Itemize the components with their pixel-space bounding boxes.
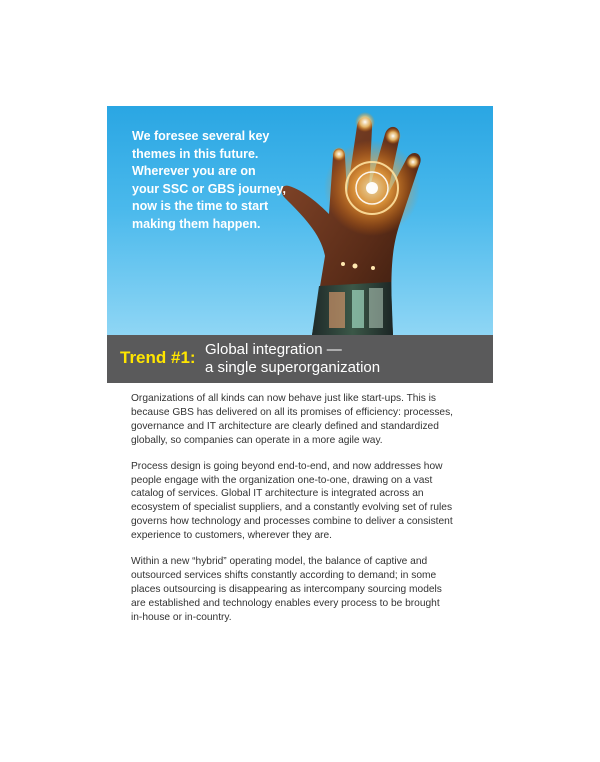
paragraph-line: places outsourcing is disappearing as intercompany sourcing models — [131, 583, 442, 595]
paragraph-line: ecosystem of specialist suppliers, and a constantly evolving set of rules — [131, 502, 453, 514]
hero-headline-line: themes in this future. — [132, 146, 259, 161]
paragraph — [131, 392, 471, 448]
paragraph-line: catalog of services. Global IT architecture is integrated across an — [131, 488, 424, 500]
hero-headline-line: making them happen. — [132, 216, 261, 231]
paragraph-line: are established and technology enables every process to be brought — [131, 597, 440, 609]
paragraph-line: Organizations of all kinds can now behave just like start-ups. This is — [131, 393, 437, 404]
trend-title — [205, 341, 380, 377]
paragraph-line: in-house or in-country. — [131, 611, 232, 623]
hero-headline-line: We foresee several key — [132, 129, 270, 143]
trend-title-line: Global integration — — [205, 341, 342, 358]
hero-image — [107, 106, 493, 335]
trend-label: Trend #1: — [120, 348, 196, 367]
hero-headline-line: now is the time to start — [132, 199, 269, 213]
trend-banner — [107, 335, 493, 383]
paragraph-line: because GBS has delivered on all its promises of efficiency: processes, — [131, 406, 454, 418]
hero-headline-line: Wherever you are on — [132, 164, 256, 178]
hero-headline-line: your SSC or GBS journey, — [132, 181, 286, 196]
paragraph-line: experience to customers, wherever they are. — [131, 530, 333, 542]
paragraph-line: Process design is going beyond end-to-end, and now addresses how — [131, 460, 443, 472]
paragraph-line: governance and IT architecture are clearly defined and standardized — [131, 420, 439, 432]
paragraph-line: people engage with the organization one-to-one, drawing on a vast — [131, 474, 433, 486]
paragraph-line: governs how technology and processes combine to deliver a consistent — [131, 516, 453, 528]
paragraph-line: Within a new “hybrid” operating model, the balance of captive and — [131, 556, 428, 568]
paragraph-line: globally, so companies can operate in a more agile way. — [131, 434, 383, 446]
hero-headline — [132, 128, 297, 233]
paragraph — [131, 555, 471, 625]
trend-title-line: a single superorganization — [205, 359, 381, 376]
paragraph — [131, 460, 471, 543]
paragraph-line: outsourced services shifts constantly according to demand; in some — [131, 569, 437, 581]
body-copy — [131, 392, 471, 637]
